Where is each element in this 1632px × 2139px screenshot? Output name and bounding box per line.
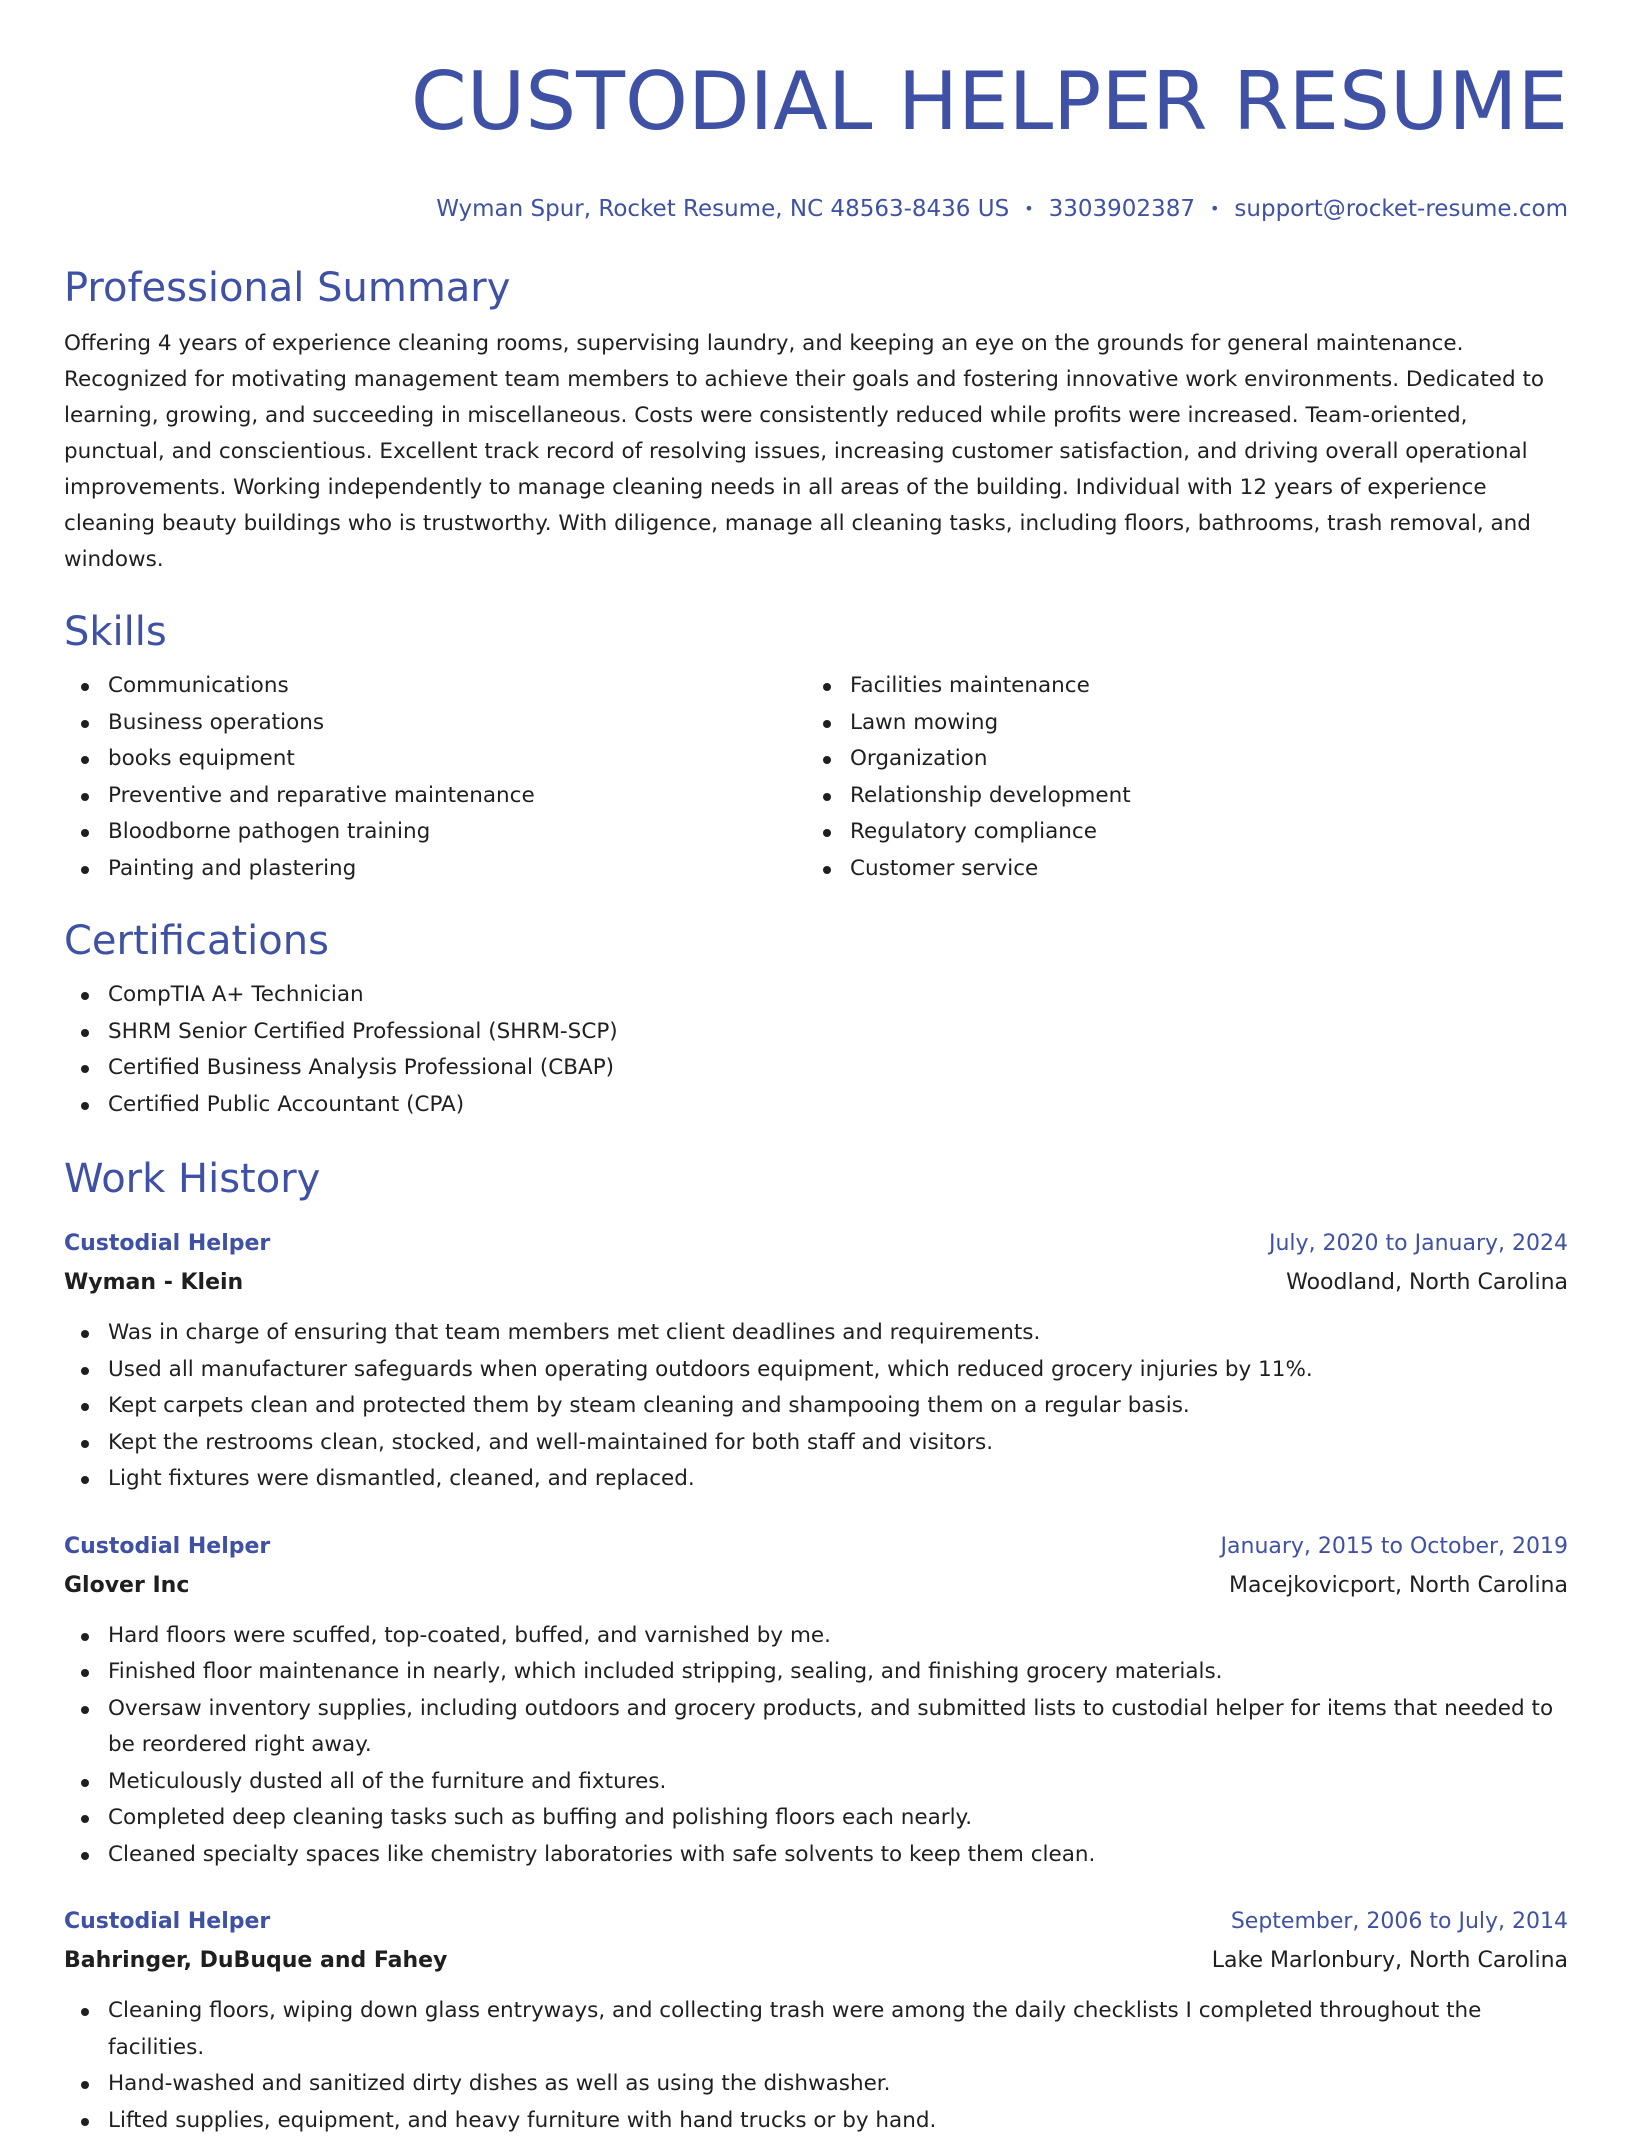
- job-duty: Used all manufacturer safeguards when operating outdoors equipment, which reduced grocery injuries by 11%.: [64, 1352, 1568, 1389]
- skills-heading: Skills: [64, 606, 1568, 658]
- job-location: Lake Marlonbury, North Carolina: [1212, 1941, 1568, 1981]
- job-duty: Finished floor maintenance in nearly, which included stripping, sealing, and finishing grocery materials.: [64, 1654, 1568, 1691]
- job-company-row: [64, 1263, 1568, 1303]
- job-duty: Oversaw inventory supplies, including outdoors and grocery products, and submitted lists to custodial helper for items that needed to be reordered right away.: [64, 1691, 1568, 1764]
- resume-header: [64, 0, 1568, 224]
- job-title-row: [64, 1225, 1568, 1263]
- job-entry: [64, 1225, 1568, 1498]
- skill-item: Preventive and reparative maintenance: [64, 778, 806, 815]
- certification-item: Certified Business Analysis Professional (CBAP): [64, 1050, 1568, 1087]
- job-title-row: [64, 1903, 1568, 1941]
- job-title: Custodial Helper: [64, 1225, 270, 1263]
- contact-separator: •: [1210, 194, 1219, 224]
- skills-list-left: [64, 668, 806, 887]
- skills-column-left: [64, 668, 806, 887]
- certifications-list: [64, 977, 1568, 1123]
- job-entry: [64, 1903, 1568, 2139]
- job-duties-list: [64, 1618, 1568, 1874]
- job-company-row: [64, 1566, 1568, 1606]
- skill-item: Relationship development: [806, 778, 1548, 815]
- resume-page: [64, 0, 1568, 2139]
- contact-email: support@rocket-resume.com: [1234, 196, 1568, 222]
- certification-item: Certified Public Accountant (CPA): [64, 1087, 1568, 1124]
- job-location: Macejkovicport, North Carolina: [1229, 1566, 1568, 1606]
- skills-column-right: [806, 668, 1548, 887]
- contact-address: Wyman Spur, Rocket Resume, NC 48563-8436 US: [436, 196, 1009, 222]
- certification-item: SHRM Senior Certified Professional (SHRM-SCP): [64, 1014, 1568, 1051]
- certifications-heading: Certifications: [64, 915, 1568, 967]
- contact-separator: •: [1024, 194, 1033, 224]
- job-duty: Completed deep cleaning tasks such as buffing and polishing floors each nearly.: [64, 1800, 1568, 1837]
- job-duty: Light fixtures were dismantled, cleaned, and replaced.: [64, 1461, 1568, 1498]
- skills-list-right: [806, 668, 1548, 887]
- job-duty: Meticulously dusted all of the furniture and fixtures.: [64, 1764, 1568, 1801]
- job-company: Wyman - Klein: [64, 1263, 243, 1303]
- job-location: Woodland, North Carolina: [1286, 1263, 1568, 1303]
- job-duty: Cleaning floors, wiping down glass entryways, and collecting trash were among the daily checklists I completed throughout the facilities.: [64, 1993, 1568, 2066]
- job-company: Glover Inc: [64, 1566, 189, 1606]
- job-title: Custodial Helper: [64, 1528, 270, 1566]
- job-duty: Lifted supplies, equipment, and heavy furniture with hand trucks or by hand.: [64, 2103, 1568, 2139]
- resume-title: CUSTODIAL HELPER RESUME: [64, 0, 1568, 152]
- skill-item: Facilities maintenance: [806, 668, 1548, 705]
- skill-item: Customer service: [806, 851, 1548, 888]
- job-duty: Kept the restrooms clean, stocked, and well-maintained for both staff and visitors.: [64, 1425, 1568, 1462]
- contact-line: [64, 194, 1568, 224]
- job-duties-list: [64, 1993, 1568, 2139]
- summary-heading: Professional Summary: [64, 262, 1568, 314]
- job-dates: July, 2020 to January, 2024: [1269, 1225, 1568, 1263]
- job-duty: Hard floors were scuffed, top-coated, buffed, and varnished by me.: [64, 1618, 1568, 1655]
- skill-item: books equipment: [64, 741, 806, 778]
- job-entry: [64, 1528, 1568, 1874]
- job-duty: Hand-washed and sanitized dirty dishes as well as using the dishwasher.: [64, 2066, 1568, 2103]
- job-company-row: [64, 1941, 1568, 1981]
- skill-item: Regulatory compliance: [806, 814, 1548, 851]
- skill-item: Business operations: [64, 705, 806, 742]
- summary-text: Offering 4 years of experience cleaning rooms, supervising laundry, and keeping an eye on the grounds for general maintenance. Recognized for motivating management team members to achieve their goals and fostering innovative work environments. Dedicated to learning, growing, and succeeding in miscellaneous. Costs were consistently reduced while profits were increased. Team-oriented, punctual, and conscientious. Excellent track record of resolving issues, increasing customer satisfaction, and driving overall operational improvements. Working independently to manage cleaning needs in all areas of the building. Individual with 12 years of experience cleaning beauty buildings who is trustworthy. With diligence, manage all cleaning tasks, including floors, bathrooms, trash removal, and windows.: [64, 326, 1568, 578]
- job-duties-list: [64, 1315, 1568, 1498]
- job-duty: Was in charge of ensuring that team members met client deadlines and requirements.: [64, 1315, 1568, 1352]
- job-dates: September, 2006 to July, 2014: [1231, 1903, 1568, 1941]
- skill-item: Painting and plastering: [64, 851, 806, 888]
- skill-item: Organization: [806, 741, 1548, 778]
- work-history-heading: Work History: [64, 1153, 1568, 1205]
- skill-item: Communications: [64, 668, 806, 705]
- skills-grid: [64, 668, 1568, 887]
- job-duty: Kept carpets clean and protected them by steam cleaning and shampooing them on a regular basis.: [64, 1388, 1568, 1425]
- certification-item: CompTIA A+ Technician: [64, 977, 1568, 1014]
- job-company: Bahringer, DuBuque and Fahey: [64, 1941, 447, 1981]
- contact-phone: 3303902387: [1049, 196, 1195, 222]
- job-dates: January, 2015 to October, 2019: [1221, 1528, 1568, 1566]
- job-duty: Cleaned specialty spaces like chemistry laboratories with safe solvents to keep them clean.: [64, 1837, 1568, 1874]
- skill-item: Bloodborne pathogen training: [64, 814, 806, 851]
- job-title-row: [64, 1528, 1568, 1566]
- job-title: Custodial Helper: [64, 1903, 270, 1941]
- skill-item: Lawn mowing: [806, 705, 1548, 742]
